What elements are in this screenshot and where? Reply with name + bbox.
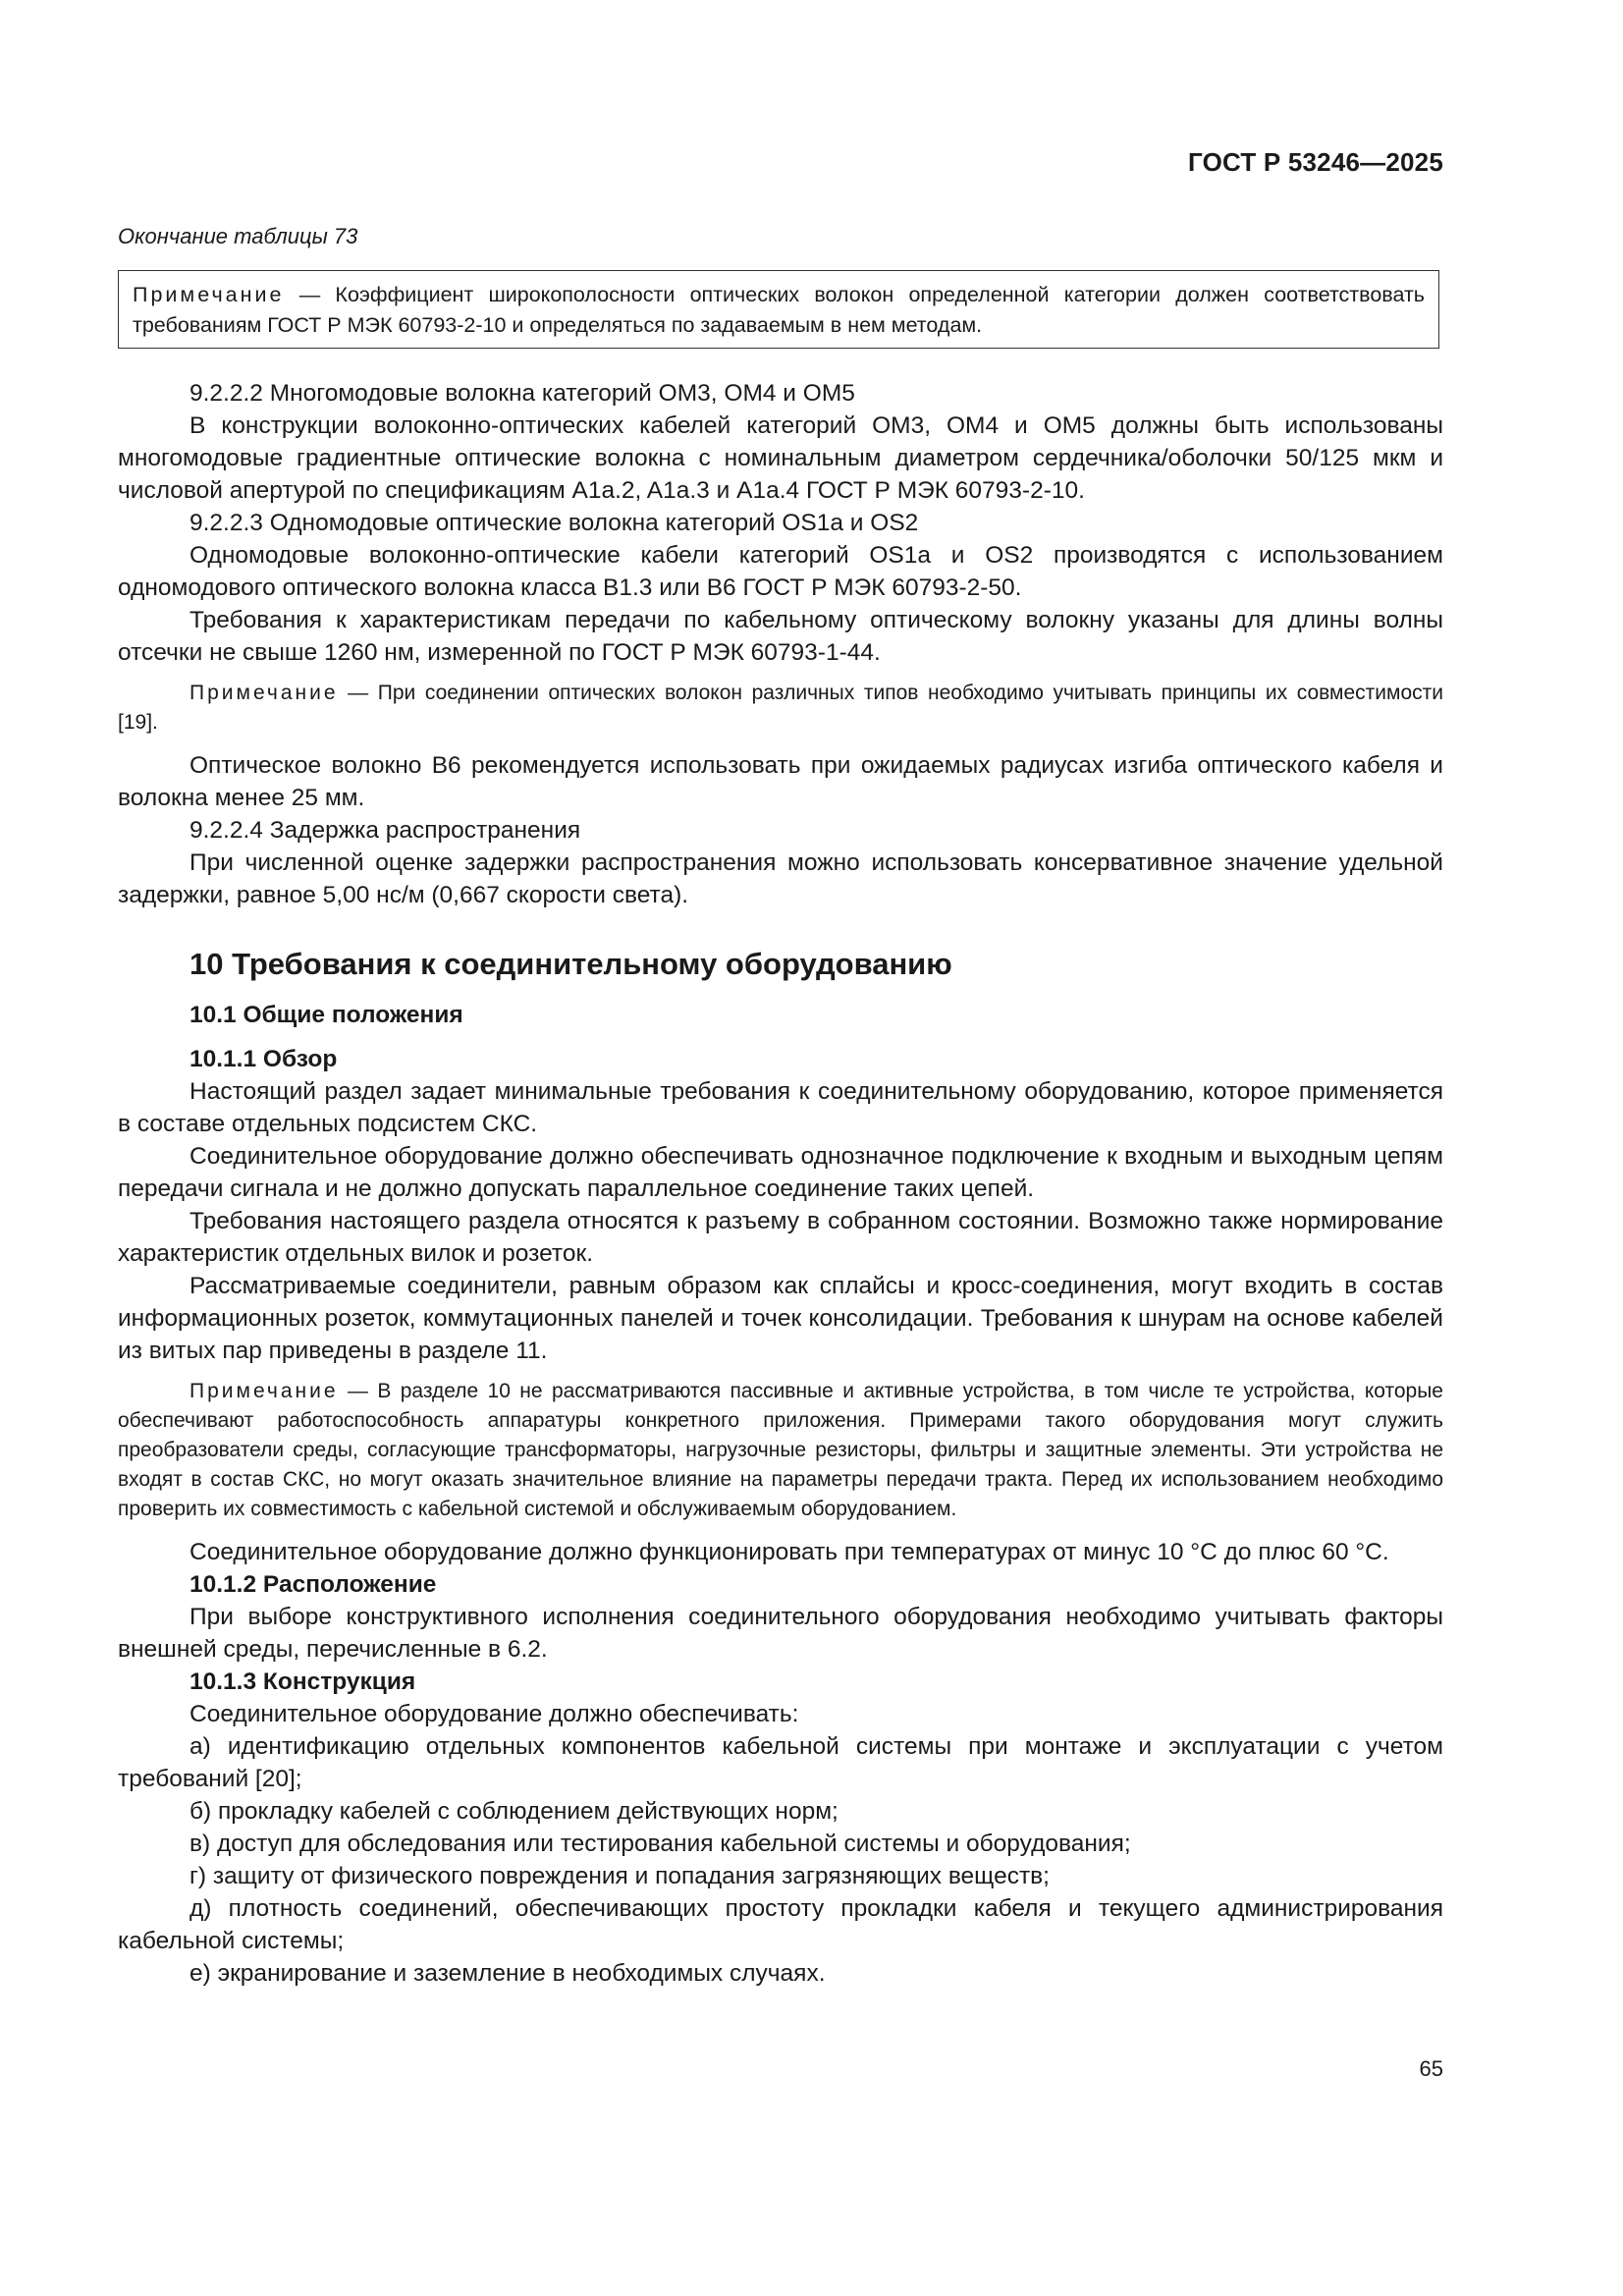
table-continuation-caption: Окончание таблицы 73 bbox=[118, 224, 358, 248]
document-body bbox=[118, 377, 1443, 1990]
subsubsection-heading: 10.1.3 Конструкция bbox=[189, 1668, 416, 1695]
paragraph: Требования к характеристикам передачи по кабельному оптическому волокну указаны для длины волны отсечки не свыше 1260 нм, измеренной по ГОСТ Р МЭК 60793-1-44. bbox=[118, 607, 1443, 666]
list-item: г) защиту от физического повреждения и попадания загрязняющих веществ; bbox=[189, 1863, 1050, 1889]
note-label: Примечание bbox=[189, 1380, 339, 1402]
section-heading: 10 Требования к соединительному оборудованию bbox=[189, 947, 952, 981]
note-label: Примечание bbox=[189, 682, 339, 704]
paragraph: Оптическое волокно B6 рекомендуется использовать при ожидаемых радиусах изгиба оптического кабеля и волокна менее 25 мм. bbox=[118, 752, 1443, 811]
subsubsection-heading: 10.1.2 Расположение bbox=[189, 1571, 437, 1598]
paragraph: 9.2.2.3 Одномодовые оптические волокна категорий OS1a и OS2 bbox=[189, 510, 919, 536]
note-text: — При соединении оптических волокон различных типов необходимо учитывать принципы их совместимости [19]. bbox=[118, 682, 1443, 734]
document-id-header: ГОСТ Р 53246—2025 bbox=[1188, 147, 1443, 177]
paragraph: Рассматриваемые соединители, равным образом как сплайсы и кросс-соединения, могут входить в состав информационных розеток, коммутационных панелей и точек консолидации. Требования к шнурам на основе кабелей из витых пар приведены в разделе 11. bbox=[118, 1273, 1443, 1364]
paragraph: В конструкции волоконно-оптических кабелей категорий OM3, OM4 и OM5 должны быть использованы многомодовые градиентные оптические волокна с номинальным диаметром сердечника/оболочки 50/125 мкм и числовой апертурой по спецификациям A1a.2, A1a.3 и A1a.4 ГОСТ Р МЭК 60793-2-10. bbox=[118, 412, 1443, 504]
paragraph: 9.2.2.4 Задержка распространения bbox=[189, 817, 581, 844]
paragraph: Настоящий раздел задает минимальные требования к соединительному оборудованию, которое применяется в составе отдельных подсистем СКС. bbox=[118, 1078, 1443, 1137]
list-item: б) прокладку кабелей с соблюдением действующих норм; bbox=[189, 1798, 839, 1825]
list-item: а) идентификацию отдельных компонентов кабельной системы при монтаже и эксплуатации с учетом требований [20]; bbox=[118, 1733, 1443, 1792]
paragraph: Соединительное оборудование должно обеспечивать: bbox=[189, 1701, 799, 1727]
subsubsection-heading: 10.1.1 Обзор bbox=[189, 1046, 338, 1072]
note-label: Примечание bbox=[133, 283, 285, 306]
subsection-heading: 10.1 Общие положения bbox=[189, 1002, 463, 1028]
paragraph: Одномодовые волоконно-оптические кабели категорий OS1a и OS2 производятся с использованием одномодового оптического волокна класса B1.3 или B6 ГОСТ Р МЭК 60793-2-50. bbox=[118, 542, 1443, 601]
note-text: — В разделе 10 не рассматриваются пассивные и активные устройства, в том числе те устройства, которые обеспечивают работоспособность аппаратуры конкретного приложения. Примерами такого оборудования могут служить преобразователи среды, согласующие трансформаторы, нагрузочные резисторы, фильтры и защитные элементы. Эти устройства не входят в состав СКС, но могут оказать значительное влияние на параметры передачи тракта. Перед их использованием необходимо проверить их совместимость с кабельной системой и обслуживаемым оборудованием. bbox=[118, 1380, 1443, 1520]
list-item: е) экранирование и заземление в необходимых случаях. bbox=[189, 1960, 826, 1987]
paragraph: При численной оценке задержки распространения можно использовать консервативное значение удельной задержки, равное 5,00 нс/м (0,667 скорости света). bbox=[118, 849, 1443, 908]
paragraph: Соединительное оборудование должно функционировать при температурах от минус 10 °С до плюс 60 °С. bbox=[189, 1539, 1389, 1565]
list-item: в) доступ для обследования или тестирования кабельной системы и оборудования; bbox=[189, 1831, 1131, 1857]
paragraph: 9.2.2.2 Многомодовые волокна категорий OM3, OM4 и OM5 bbox=[189, 380, 855, 407]
paragraph: При выборе конструктивного исполнения соединительного оборудования необходимо учитывать факторы внешней среды, перечисленные в 6.2. bbox=[118, 1604, 1443, 1663]
note bbox=[118, 1377, 1443, 1524]
page-number: 65 bbox=[1419, 2056, 1443, 2081]
list-item: д) плотность соединений, обеспечивающих простоту прокладки кабеля и текущего администрирования кабельной системы; bbox=[118, 1895, 1443, 1954]
table-note-box bbox=[118, 270, 1439, 349]
paragraph: Соединительное оборудование должно обеспечивать однозначное подключение к входным и выходным цепям передачи сигнала и не должно допускать параллельное соединение таких цепей. bbox=[118, 1143, 1443, 1202]
note bbox=[118, 679, 1443, 738]
note-text: — Коэффициент широкополосности оптических волокон определенной категории должен соответствовать требованиям ГОСТ Р МЭК 60793-2-10 и определяться по задаваемым в нем методам. bbox=[133, 283, 1425, 337]
paragraph: Требования настоящего раздела относятся к разъему в собранном состоянии. Возможно также нормирование характеристик отдельных вилок и розеток. bbox=[118, 1208, 1443, 1267]
